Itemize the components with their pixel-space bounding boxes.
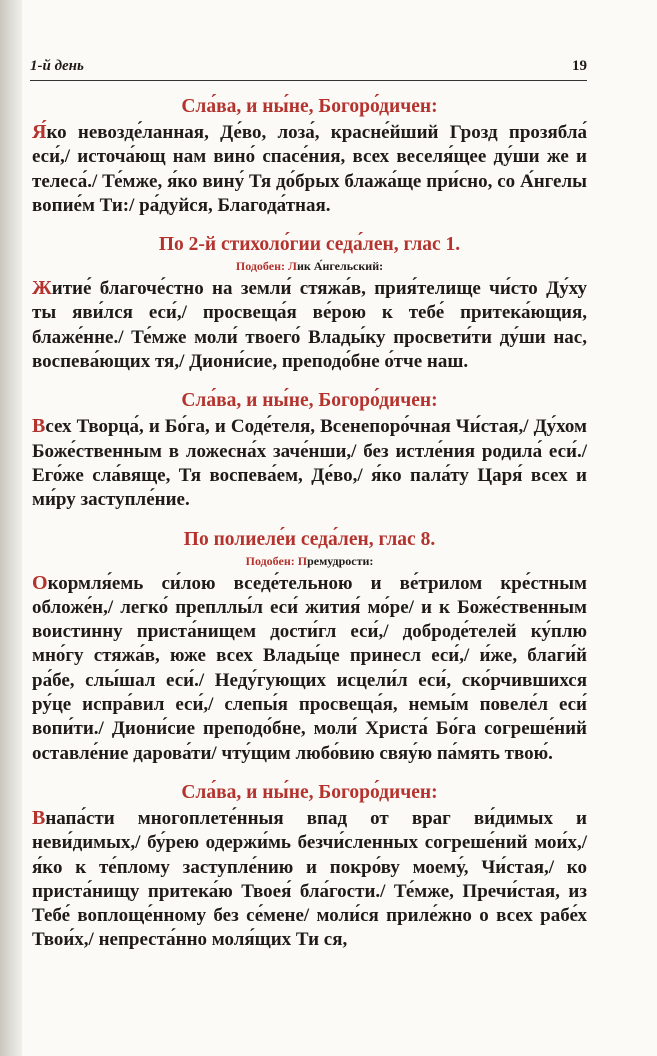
podoben-line (32, 258, 587, 274)
section-4 (32, 527, 587, 766)
podoben-label: Подобен: (235, 259, 285, 274)
section-text (32, 806, 587, 953)
drop-initial: В (32, 415, 46, 438)
section-heading: По полиеле́и седа́лен, глас 8. (183, 528, 436, 550)
section-heading: Сла́ва, и ны́не, Богоро́дичен: (181, 390, 438, 412)
page-body (32, 94, 587, 953)
page-number: 19 (572, 58, 587, 74)
podoben-initial: Л (288, 259, 297, 274)
section-text (32, 120, 587, 218)
drop-initial: Я́ (32, 121, 47, 143)
section-heading: Сла́ва, и ны́не, Богоро́дичен: (181, 781, 438, 803)
page-edge-shadow (0, 0, 22, 1056)
section-text (32, 571, 587, 766)
section-body-text: кормля́емь си́лою вседе́тельною и ве́трилом кре́стным обложе́н,/ легко́ препллы́л еси́ жития́ мо́ре/ и к Боже́ственным воистинну приста́нищем дости́гл еси́,/ доброде́телей ку́плю мно́гу стяжа́в, юже всех Влады́це принесл еси́,/ и́же, благи́й ра́бе, слы́шал еси́./ Неду́гующих исцели́л еси́, ско́рчившихся ру́це испра́вил еси́,/ слепы́я просвеща́я, немы́м повеле́л еси́ вопи́ти./ Диони́сие преподо́бне, моли́ Христа́ Бо́га согреше́ний оставле́ние дарова́ти/ чту́щим любо́вию свяу́ю па́мять твою́. (32, 572, 587, 764)
podoben-label: Подобен: (245, 553, 295, 568)
podoben-name: ремудрости: (307, 553, 374, 568)
section-3 (32, 388, 587, 512)
section-text (32, 276, 587, 374)
section-body-text: сех Творца́, и Бо́га, и Соде́теля, Всенепоро́чная Чи́стая,/ Ду́хом Боже́ственным в ложесна́х заче́нши,/ без истле́ния родила́ еси́./ Его́же сла́вяще, Тя воспева́ем, Де́во,/ я́ко пала́ту Царя́ всех и ми́ру заступле́ние. (32, 416, 587, 511)
drop-initial: О (32, 571, 48, 594)
section-body-text: итие́ благоче́стно на земли́ стяжа́в, прия́телище чи́сто Ду́ху ты яви́лся еси́,/ просвеща́я ве́рою к тебе́ притека́ющия, блаже́нне./ Те́мже моли́ твоего́ Влады́ку просвети́ти ду́ши нас, воспева́ющих тя,/ Диони́сие, преподо́бне о́тче наш. (32, 278, 587, 373)
section-2 (32, 232, 587, 374)
podoben-initial: П (297, 553, 308, 568)
header-rule (30, 80, 587, 81)
podoben-name: ик А́нгельский: (296, 259, 384, 274)
section-body-text: ко невозде́ланная, Де́во, лоза́, красне́йший Грозд прозябла́ еси́,/ источа́ющ нам вино́ спасе́ния, всех веселя́щее ду́ши же и телеса́./ Те́мже, я́ко вину́ Тя до́брых блажа́ще при́сно, со А́нгелы вопие́м Ти:/ ра́дуйся, Благода́тная. (32, 122, 587, 216)
section-heading: Сла́ва, и ны́не, Богоро́дичен: (181, 96, 438, 117)
section-5 (32, 780, 587, 953)
running-header (30, 54, 587, 78)
podoben-line (32, 553, 587, 569)
section-body-text: напа́сти многоплете́нныя впад от враг ви́димых и неви́димых,/ бу́рею одержи́мь безчи́сленных согреше́ний мои́х,/ я́ко к те́плому заступле́нию и покро́ву моему́, Чи́стая,/ ко приста́нищу притека́ю Твоея́ бла́гости./ Те́мже, Пречи́стая, из Тебе́ воплоще́нному без се́мене/ моли́ся приле́жно о всех рабе́х Твои́х,/ непреста́нно моля́щих Ти ся, (32, 807, 587, 951)
section-1 (32, 94, 587, 218)
drop-initial: Ж (32, 277, 52, 300)
header-day-label: 1-й день (30, 58, 84, 74)
section-text (32, 414, 587, 512)
drop-initial: В (32, 806, 46, 829)
section-heading: По 2-й стихоло́гии седа́лен, глас 1. (158, 234, 461, 256)
